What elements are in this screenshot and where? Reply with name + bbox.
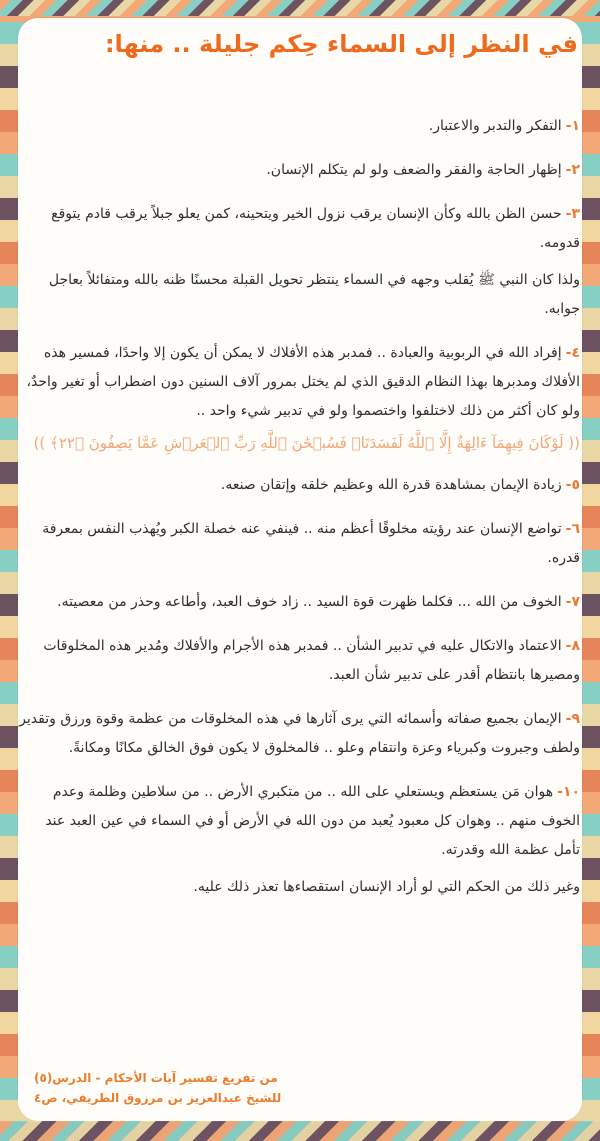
- item-dash: -: [565, 477, 572, 493]
- footer-line-2: للشيخ عبدالعزيز بن مرزوق الطريفي، ص٤: [34, 1091, 282, 1105]
- list-item: [18, 200, 580, 324]
- list-item: [18, 778, 580, 902]
- quran-quote: (( لَوْكَانَ فِيهِمَآ ءَالِهَةٌ إِلَّا ٱللَّهُ لَفَسَدَتَاۚ فَسُبۡحَٰنَ ٱللَّهِ رَبِّ ٱلۡعَرۡشِ عَمَّا يَصِفُونَ ﴿٢٢﴾ )): [33, 434, 580, 452]
- item-dash: -: [565, 162, 572, 178]
- item-text: هوان مَن يستعظم ويستعلي على الله .. من متكبري الأرض .. من سلاطين وظلمة وعدم الخوف منهم .. وهوان كل معبود يُعبد من دون الله في الأرض أو في السماء في عين العبد عند تأمل عظمة الله وقدرته.: [45, 784, 580, 858]
- list-item: [18, 705, 580, 763]
- list-item: [18, 471, 580, 500]
- item-dash: -: [565, 206, 572, 222]
- list-item: [18, 112, 580, 141]
- top-pattern-band: [0, 0, 600, 16]
- footer-line-1: من تفريغ تفسير آيات الأحكام - الدرس(٥): [34, 1071, 278, 1085]
- item-dash: -: [565, 118, 572, 134]
- page-title: في النظر إلى السماء حِكم جليلة .. منها:: [104, 30, 578, 58]
- item-number: ٤: [571, 345, 580, 361]
- item-text: إفراد الله في الربوبية والعبادة .. فمدبر هذه الأفلاك لا يمكن أن يكون إلا واحدًا، فمسير هذه الأفلاك ومدبرها بهذا النظام الدقيق الذي لم يختل بمرور آلاف السنين دون اضطراب أو تغير واحدٌ، ولو كان أكثر من ذلك لاختلفوا واختصموا ولو في تدبير شيء واحد ..: [26, 345, 580, 419]
- list-item: [18, 588, 580, 617]
- item-text: الإيمان بجميع صفاته وأسمائه التي يرى آثارها في هذه المخلوقات من عظمة وقوة ورزق وتقدير ولطف وجبروت وكبرياء وعزة وانتقام وعلو .. فالمخلوق لا يكون فوق الخالق مكانًا ومكانةً.: [19, 711, 580, 756]
- item-text: تواضع الإنسان عند رؤيته مخلوقًا أعظم منه .. فينفي عنه خصلة الكبر ويُهذب النفس بمعرفة قدره.: [42, 521, 580, 566]
- item-number: ١: [571, 118, 580, 134]
- item-subtext: ولذا كان النبي ﷺ يُقلب وجهه في السماء ينتظر تحويل القبلة محسنًا ظنه بالله ومتفائلاً بعاجل جوابه.: [48, 272, 580, 317]
- item-number: ٨: [571, 638, 580, 654]
- item-text: التفكر والتدبر والاعتبار.: [428, 118, 562, 134]
- item-text: إظهار الحاجة والفقر والضعف ولو لم يتكلم الإنسان.: [266, 162, 562, 178]
- item-subtext: وغير ذلك من الحكم التي لو أراد الإنسان استقصاءها تعذر ذلك عليه.: [193, 879, 580, 895]
- item-dash: -: [565, 345, 572, 361]
- item-dash: -: [565, 521, 572, 537]
- list-item: [18, 515, 580, 573]
- item-number: ٦: [571, 521, 580, 537]
- points-list: [18, 112, 580, 917]
- item-text: الخوف من الله ... فكلما ظهرت قوة السيد .. زاد خوف العبد، وأطاعه وحذر من معصيته.: [57, 594, 562, 610]
- item-number: ٢: [571, 162, 580, 178]
- item-dash: -: [557, 784, 563, 800]
- list-item: [18, 339, 580, 456]
- item-dash: -: [565, 711, 572, 727]
- item-number: ٣: [571, 206, 580, 222]
- item-text: زيادة الإيمان بمشاهدة قدرة الله وعظيم خلقه وإتقان صنعه.: [220, 477, 562, 493]
- list-item: [18, 156, 580, 185]
- item-text: الاعتماد والاتكال عليه في تدبير الشأن .. فمدبر هذه الأجرام والأفلاك ومُدير هذه المخلوقات ومصيرها بانتظام أقدر على تدبير شأن العبد.: [43, 638, 580, 683]
- bottom-pattern-band: [0, 1121, 600, 1141]
- item-number: ١٠: [562, 784, 580, 800]
- item-text: حسن الظن بالله وكأن الإنسان يرقب نزول الخير ويتحينه، كمن يعلو جبلاً يرقب قادم يتوقع قدومه.: [51, 206, 580, 251]
- source-footer: [34, 1068, 292, 1108]
- item-dash: -: [565, 594, 572, 610]
- item-number: ٩: [571, 711, 580, 727]
- item-number: ٧: [571, 594, 580, 610]
- list-item: [18, 632, 580, 690]
- item-number: ٥: [571, 477, 580, 493]
- item-dash: -: [565, 638, 572, 654]
